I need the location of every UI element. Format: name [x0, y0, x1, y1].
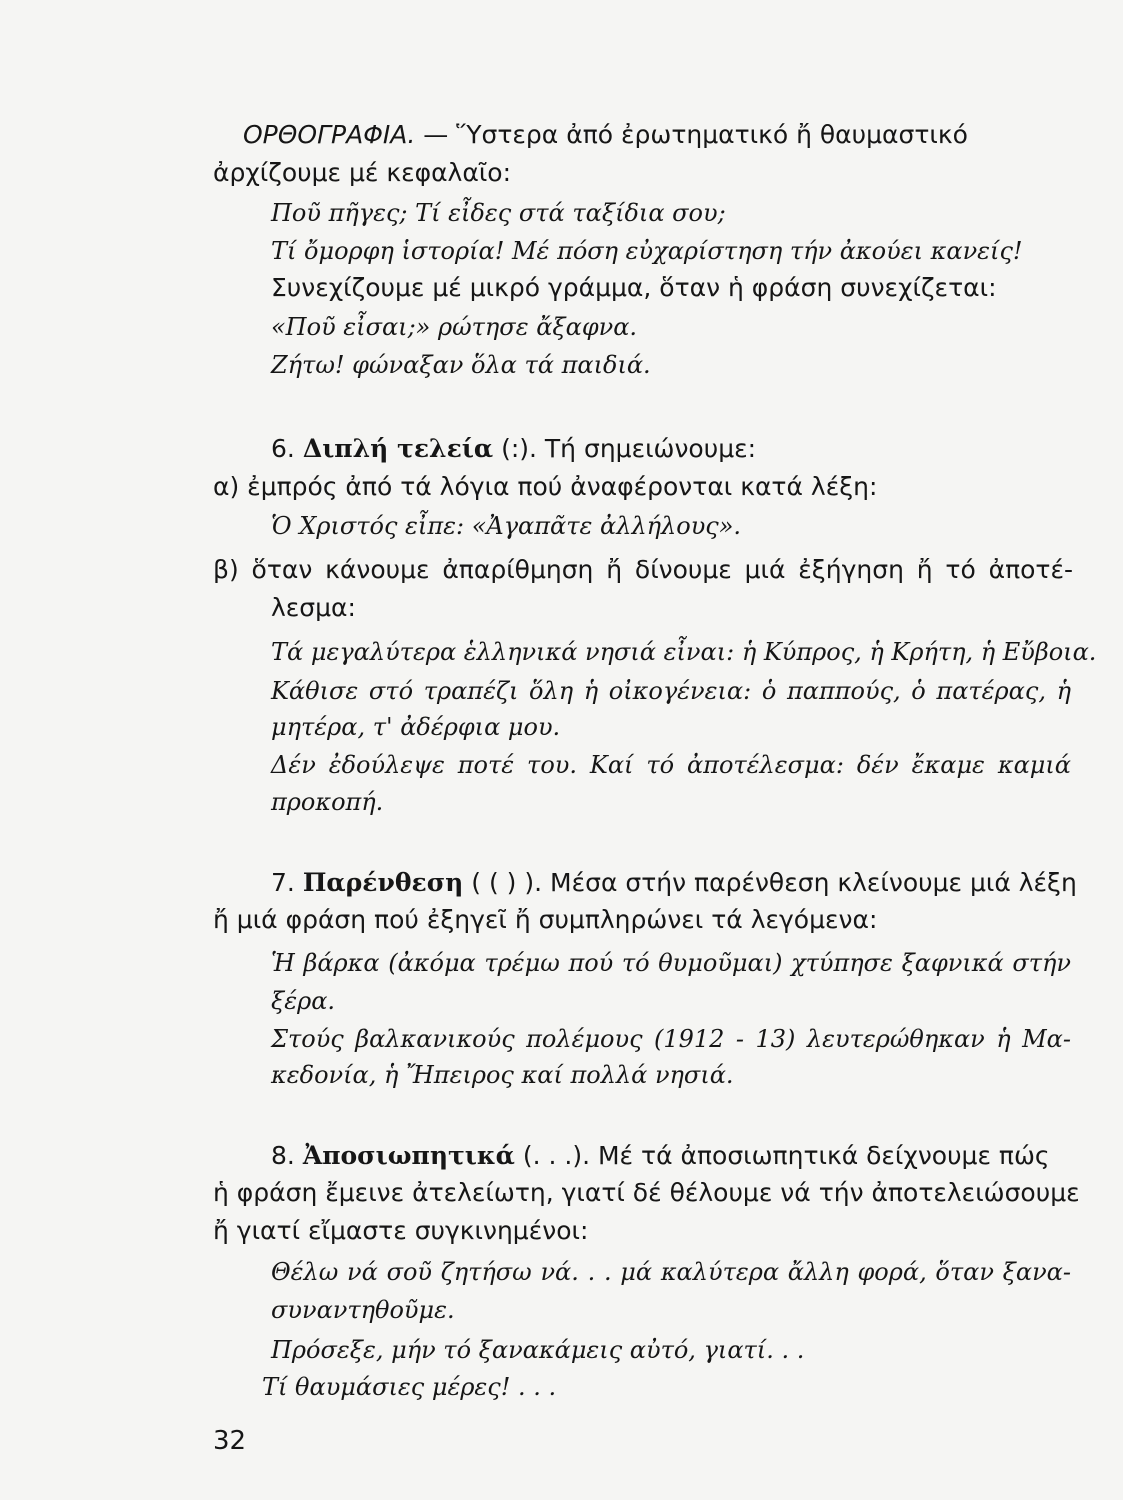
- section-6-mark: (:).: [501, 434, 537, 463]
- section-7-example-1b: ξέρα.: [271, 987, 336, 1015]
- section-8-mark: (. . .).: [522, 1141, 591, 1170]
- section-8-example-1a: Θέλω νά σοῦ ζητήσω νά. . . μά καλύτερα ἄλλη φορά, ὅταν ξανα-: [271, 1258, 1071, 1286]
- section-8-number: 8.: [271, 1141, 295, 1170]
- section-6-item-a-example: Ὁ Χριστός εἶπε: «Ἀγαπᾶτε ἀλλήλους».: [271, 512, 742, 540]
- section-8-title: Ἀποσιωπητικά: [302, 1141, 515, 1170]
- orthography-example-4: Ζήτω! φώναξαν ὅλα τά παιδιά.: [271, 351, 651, 379]
- orthography-example-1: Ποῦ πῆγες; Τί εἶδες στά ταξίδια σου;: [271, 199, 726, 227]
- section-8-example-1b: συναντηθοῦμε.: [271, 1296, 455, 1324]
- section-6-number: 6.: [271, 434, 295, 463]
- section-6-title: Διπλή τελεία: [302, 434, 494, 463]
- orthography-rule-text: — Ὕστερα ἀπό ἐρωτηματικό ἤ θαυμαστικό: [415, 120, 968, 149]
- section-7-example-1a: Ἡ βάρκα (ἀκόμα τρέμω πού τό θυμοῦμαι) χτύπησε ξαφνικά στήν: [271, 949, 1071, 977]
- section-7-mark: ( ( ) ).: [471, 868, 543, 897]
- section-6-item-a: α) ἐμπρός ἀπό τά λόγια πού ἀναφέρονται κατά λέξη:: [213, 472, 878, 501]
- section-7-intro: Μέσα στήν παρένθεση κλείνουμε μιά λέξη: [550, 868, 1077, 897]
- section-6-item-b-example-2a: Κάθισε στό τραπέζι ὅλη ἡ οἰκογένεια: ὁ παππούς, ὁ πατέρας, ἡ: [271, 677, 1071, 705]
- section-8-line-1: [271, 1139, 1050, 1173]
- section-7-example-2b: κεδονία, ἡ Ἤπειρος καί πολλά νησιά.: [271, 1061, 734, 1089]
- section-7-number: 7.: [271, 868, 295, 897]
- section-6-item-b-example-3a: Δέν ἐδούλεψε ποτέ του. Καί τό ἀποτέλεσμα: δέν ἔκαμε καμιά: [271, 751, 1071, 779]
- section-6-heading: [271, 432, 756, 466]
- section-8-example-2: Πρόσεξε, μήν τό ξανακάμεις αὐτό, γιατί. . .: [271, 1336, 805, 1364]
- page-number: 32: [213, 1426, 247, 1456]
- section-7-line-1: [271, 866, 1077, 900]
- orthography-line-3: Συνεχίζουμε μέ μικρό γράμμα, ὅταν ἡ φράση συνεχίζεται:: [271, 273, 997, 302]
- section-7-title: Παρένθεση: [302, 868, 464, 897]
- orthography-title: ΟΡΘΟΓΡΑΦΙΑ.: [243, 120, 416, 149]
- section-8-intro: Μέ τά ἀποσιωπητικά δείχνουμε πώς: [597, 1141, 1050, 1170]
- section-8-line-2: ἡ φράση ἔμεινε ἀτελείωτη, γιατί δέ θέλουμε νά τήν ἀποτελειώσουμε: [213, 1178, 1080, 1207]
- section-8-line-3: ἤ γιατί εἴμαστε συγκινημένοι:: [213, 1216, 589, 1245]
- orthography-example-3: «Ποῦ εἶσαι;» ρώτησε ἄξαφνα.: [271, 313, 638, 341]
- section-7-example-2a: Στούς βαλκανικούς πολέμους (1912 - 13) λευτερώθηκαν ἡ Μα-: [271, 1025, 1071, 1053]
- section-6-item-b-example-3b: προκοπή.: [271, 788, 384, 816]
- orthography-line-1: [243, 118, 968, 152]
- section-6-item-b-example-2b: μητέρα, τ' ἀδέρφια μου.: [271, 713, 561, 741]
- section-6-intro: Τή σημειώνουμε:: [544, 434, 757, 463]
- section-8-example-3: Τί θαυμάσιες μέρες! . . .: [262, 1373, 557, 1401]
- orthography-example-2: Τί ὄμορφη ἱστορία! Μέ πόση εὐχαρίστηση τήν ἀκούει κανείς!: [271, 237, 1023, 265]
- section-6-item-b-line-1: β) ὅταν κάνουμε ἀπαρίθμηση ἤ δίνουμε μιά ἐξήγηση ἤ τό ἀποτέ-: [213, 555, 1073, 584]
- section-6-item-b-example-1: Τά μεγαλύτερα ἑλληνικά νησιά εἶναι: ἡ Κύπρος, ἡ Κρήτη, ἡ Εὔβοια.: [271, 638, 1097, 666]
- section-7-line-2: ἤ μιά φράση πού ἐξηγεῖ ἤ συμπληρώνει τά λεγόμενα:: [213, 905, 878, 934]
- orthography-line-2: ἀρχίζουμε μέ κεφαλαῖο:: [213, 158, 512, 187]
- section-6-item-b-line-2: λεσμα:: [271, 593, 356, 622]
